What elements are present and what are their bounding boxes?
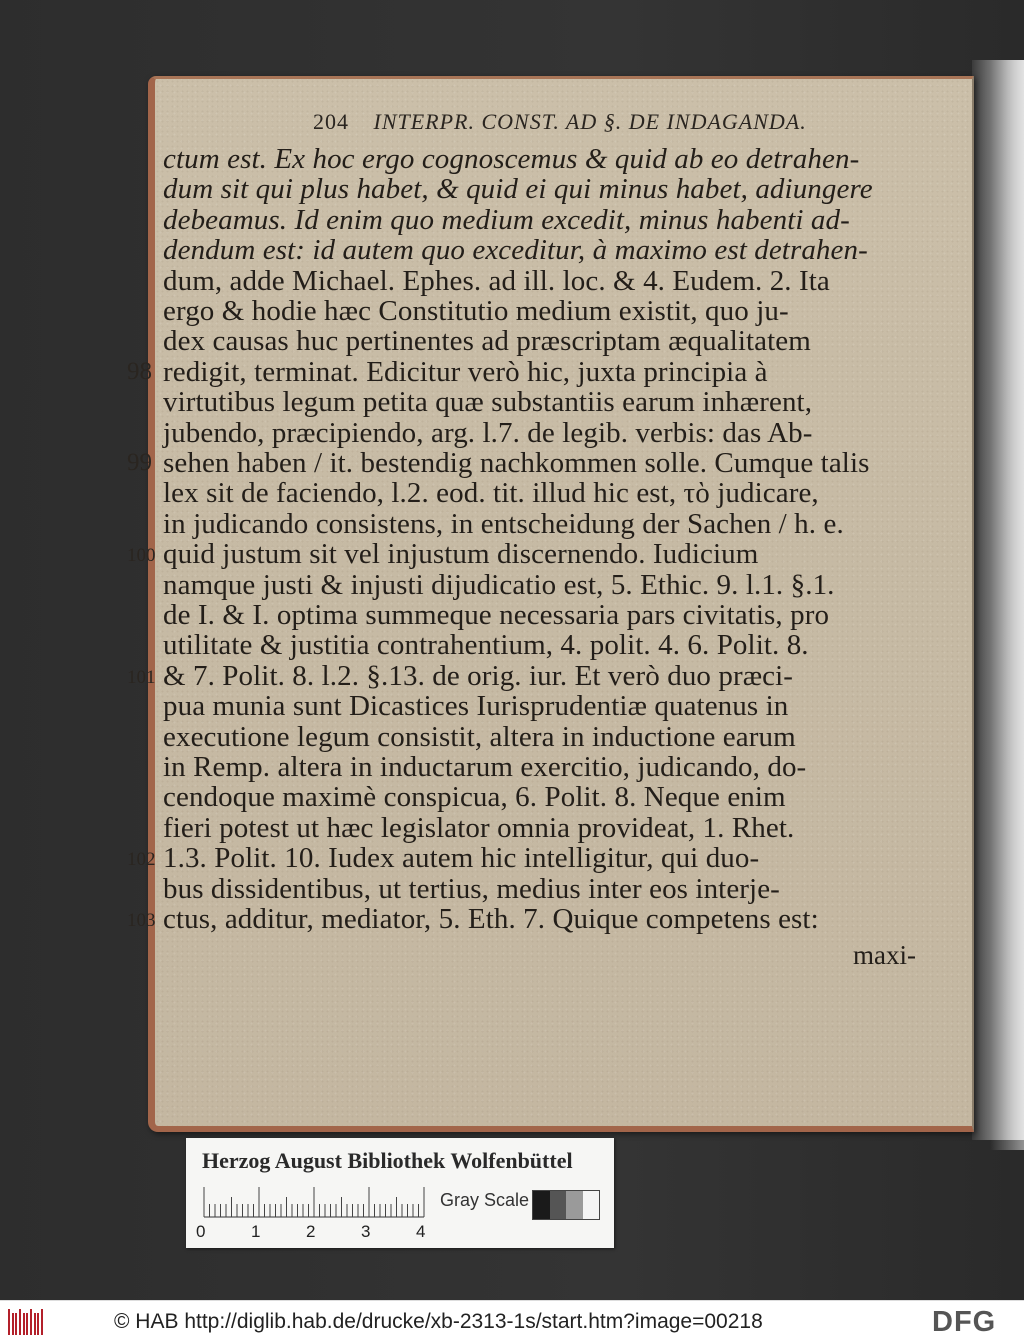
- gray-swatch: [533, 1191, 550, 1219]
- logo-bar: [30, 1309, 32, 1335]
- text-line: dex causas huc pertinentes ad præscriptam æqualitatem: [163, 325, 811, 358]
- running-title: INTERPR. CONST. AD §. DE INDAGANDA.: [373, 109, 807, 134]
- logo-bar: [15, 1313, 17, 1335]
- text-line: pua munia sunt Dicastices Iurisprudentiæ quatenus in: [163, 690, 789, 723]
- margin-number: 101: [127, 666, 156, 688]
- text-line: redigit, terminat. Edicitur verò hic, juxta principia à: [163, 355, 768, 388]
- text-line: ctus, additur, mediator, 5. Eth. 7. Quique competens est:: [163, 903, 819, 935]
- logo-bar: [8, 1309, 10, 1335]
- footer-bar: [0, 1300, 1024, 1343]
- ruler-scale: [200, 1184, 428, 1220]
- text-line: dum sit qui plus habet, & quid ei qui minus habet, adiungere: [163, 173, 873, 206]
- text-line: ctum est. Ex hoc ergo cognoscemus & quid ab eo detrahen-: [163, 143, 860, 175]
- text-line: dum, adde Michael. Ephes. ad ill. loc. & 4. Eudem. 2. Ita: [163, 264, 830, 297]
- catchword: maxi-: [853, 940, 916, 970]
- text-line: in Remp. altera in inductarum exercitio, judicando, do-: [163, 751, 807, 783]
- text-line: fieri potest ut hæc legislator omnia provideat, 1. Rhet.: [163, 811, 795, 844]
- ruler-number: 1: [251, 1222, 261, 1241]
- text-line: utilitate & justitia contrahentium, 4. polit. 4. 6. Polit. 8.: [163, 629, 809, 662]
- text-line: bus dissidentibus, ut tertius, medius inter eos interje-: [163, 872, 780, 905]
- text-line: & 7. Polit. 8. l.2. §.13. de orig. iur. Et verò duo præci-: [163, 659, 794, 692]
- page-number: 204: [313, 109, 349, 134]
- library-name: Herzog August Bibliothek Wolfenbüttel: [202, 1148, 573, 1173]
- logo-bar: [41, 1309, 43, 1335]
- margin-number: 103: [127, 910, 156, 931]
- gray-scale-swatches: [532, 1190, 600, 1220]
- ruler-number: 0: [196, 1222, 206, 1241]
- text-line: cendoque maximè conspicua, 6. Polit. 8. Neque enim: [163, 781, 786, 814]
- text-line: lex sit de faciendo, l.2. eod. tit. illud hic est, τὸ judicare,: [163, 477, 819, 510]
- margin-number: 99: [127, 449, 152, 476]
- text-line: executione legum consistit, altera in inductione earum: [163, 720, 796, 753]
- margin-number: 98: [127, 357, 152, 385]
- gray-scale-label: Gray Scale: [440, 1190, 530, 1210]
- book-page: [127, 76, 974, 1132]
- text-line: quid justum sit vel injustum discernendo. Iudicium: [163, 538, 759, 571]
- hab-logo-icon: [6, 1307, 46, 1337]
- logo-bar: [37, 1313, 39, 1335]
- page-header: [313, 109, 807, 135]
- margin-number: 102: [127, 849, 156, 871]
- logo-bar: [19, 1309, 21, 1335]
- gray-swatch: [583, 1191, 600, 1219]
- text-line: ergo & hodie hæc Constitutio medium existit, quo ju-: [163, 295, 789, 327]
- text-line: dendum est: id autem quo exceditur, à maximo est detrahen-: [163, 234, 868, 267]
- text-line: 1.3. Polit. 10. Iudex autem hic intelligitur, qui duo-: [163, 842, 760, 875]
- ruler-number: 2: [306, 1222, 316, 1241]
- ruler-numbers: [196, 1222, 436, 1244]
- text-line: namque justi & injusti dijudicatio est, 5. Ethic. 9. l.1. §.1.: [163, 568, 835, 601]
- logo-bar: [12, 1313, 14, 1335]
- ruler-number: 4: [416, 1222, 426, 1241]
- margin-number: 100: [127, 545, 156, 567]
- gray-swatch: [550, 1191, 567, 1219]
- logo-bar: [23, 1313, 25, 1335]
- text-line: jubendo, præcipiendo, arg. l.7. de legib. verbis: das Ab-: [163, 416, 813, 449]
- ruler-number: 3: [361, 1222, 371, 1241]
- library-label: [186, 1138, 614, 1248]
- text-line: virtutibus legum petita quæ substantiis earum inhærent,: [163, 386, 813, 419]
- logo-bar: [34, 1313, 36, 1335]
- text-line: de I. & I. optima summeque necessaria pars civitatis, pro: [163, 599, 830, 631]
- logo-bar: [26, 1313, 28, 1335]
- book-edge-highlight: [990, 60, 1024, 1150]
- dfg-logo: DFG: [932, 1306, 997, 1338]
- text-line: debeamus. Id enim quo medium excedit, minus habenti ad-: [163, 203, 850, 236]
- text-line: sehen haben / it. bestendig nachkommen solle. Cumque talis: [163, 447, 870, 479]
- gray-swatch: [566, 1191, 583, 1219]
- text-line: in judicando consistens, in entscheidung der Sachen / h. e.: [163, 507, 844, 540]
- footer-copyright[interactable]: © HAB http://diglib.hab.de/drucke/xb-2313-1s/start.htm?image=00218: [114, 1310, 763, 1333]
